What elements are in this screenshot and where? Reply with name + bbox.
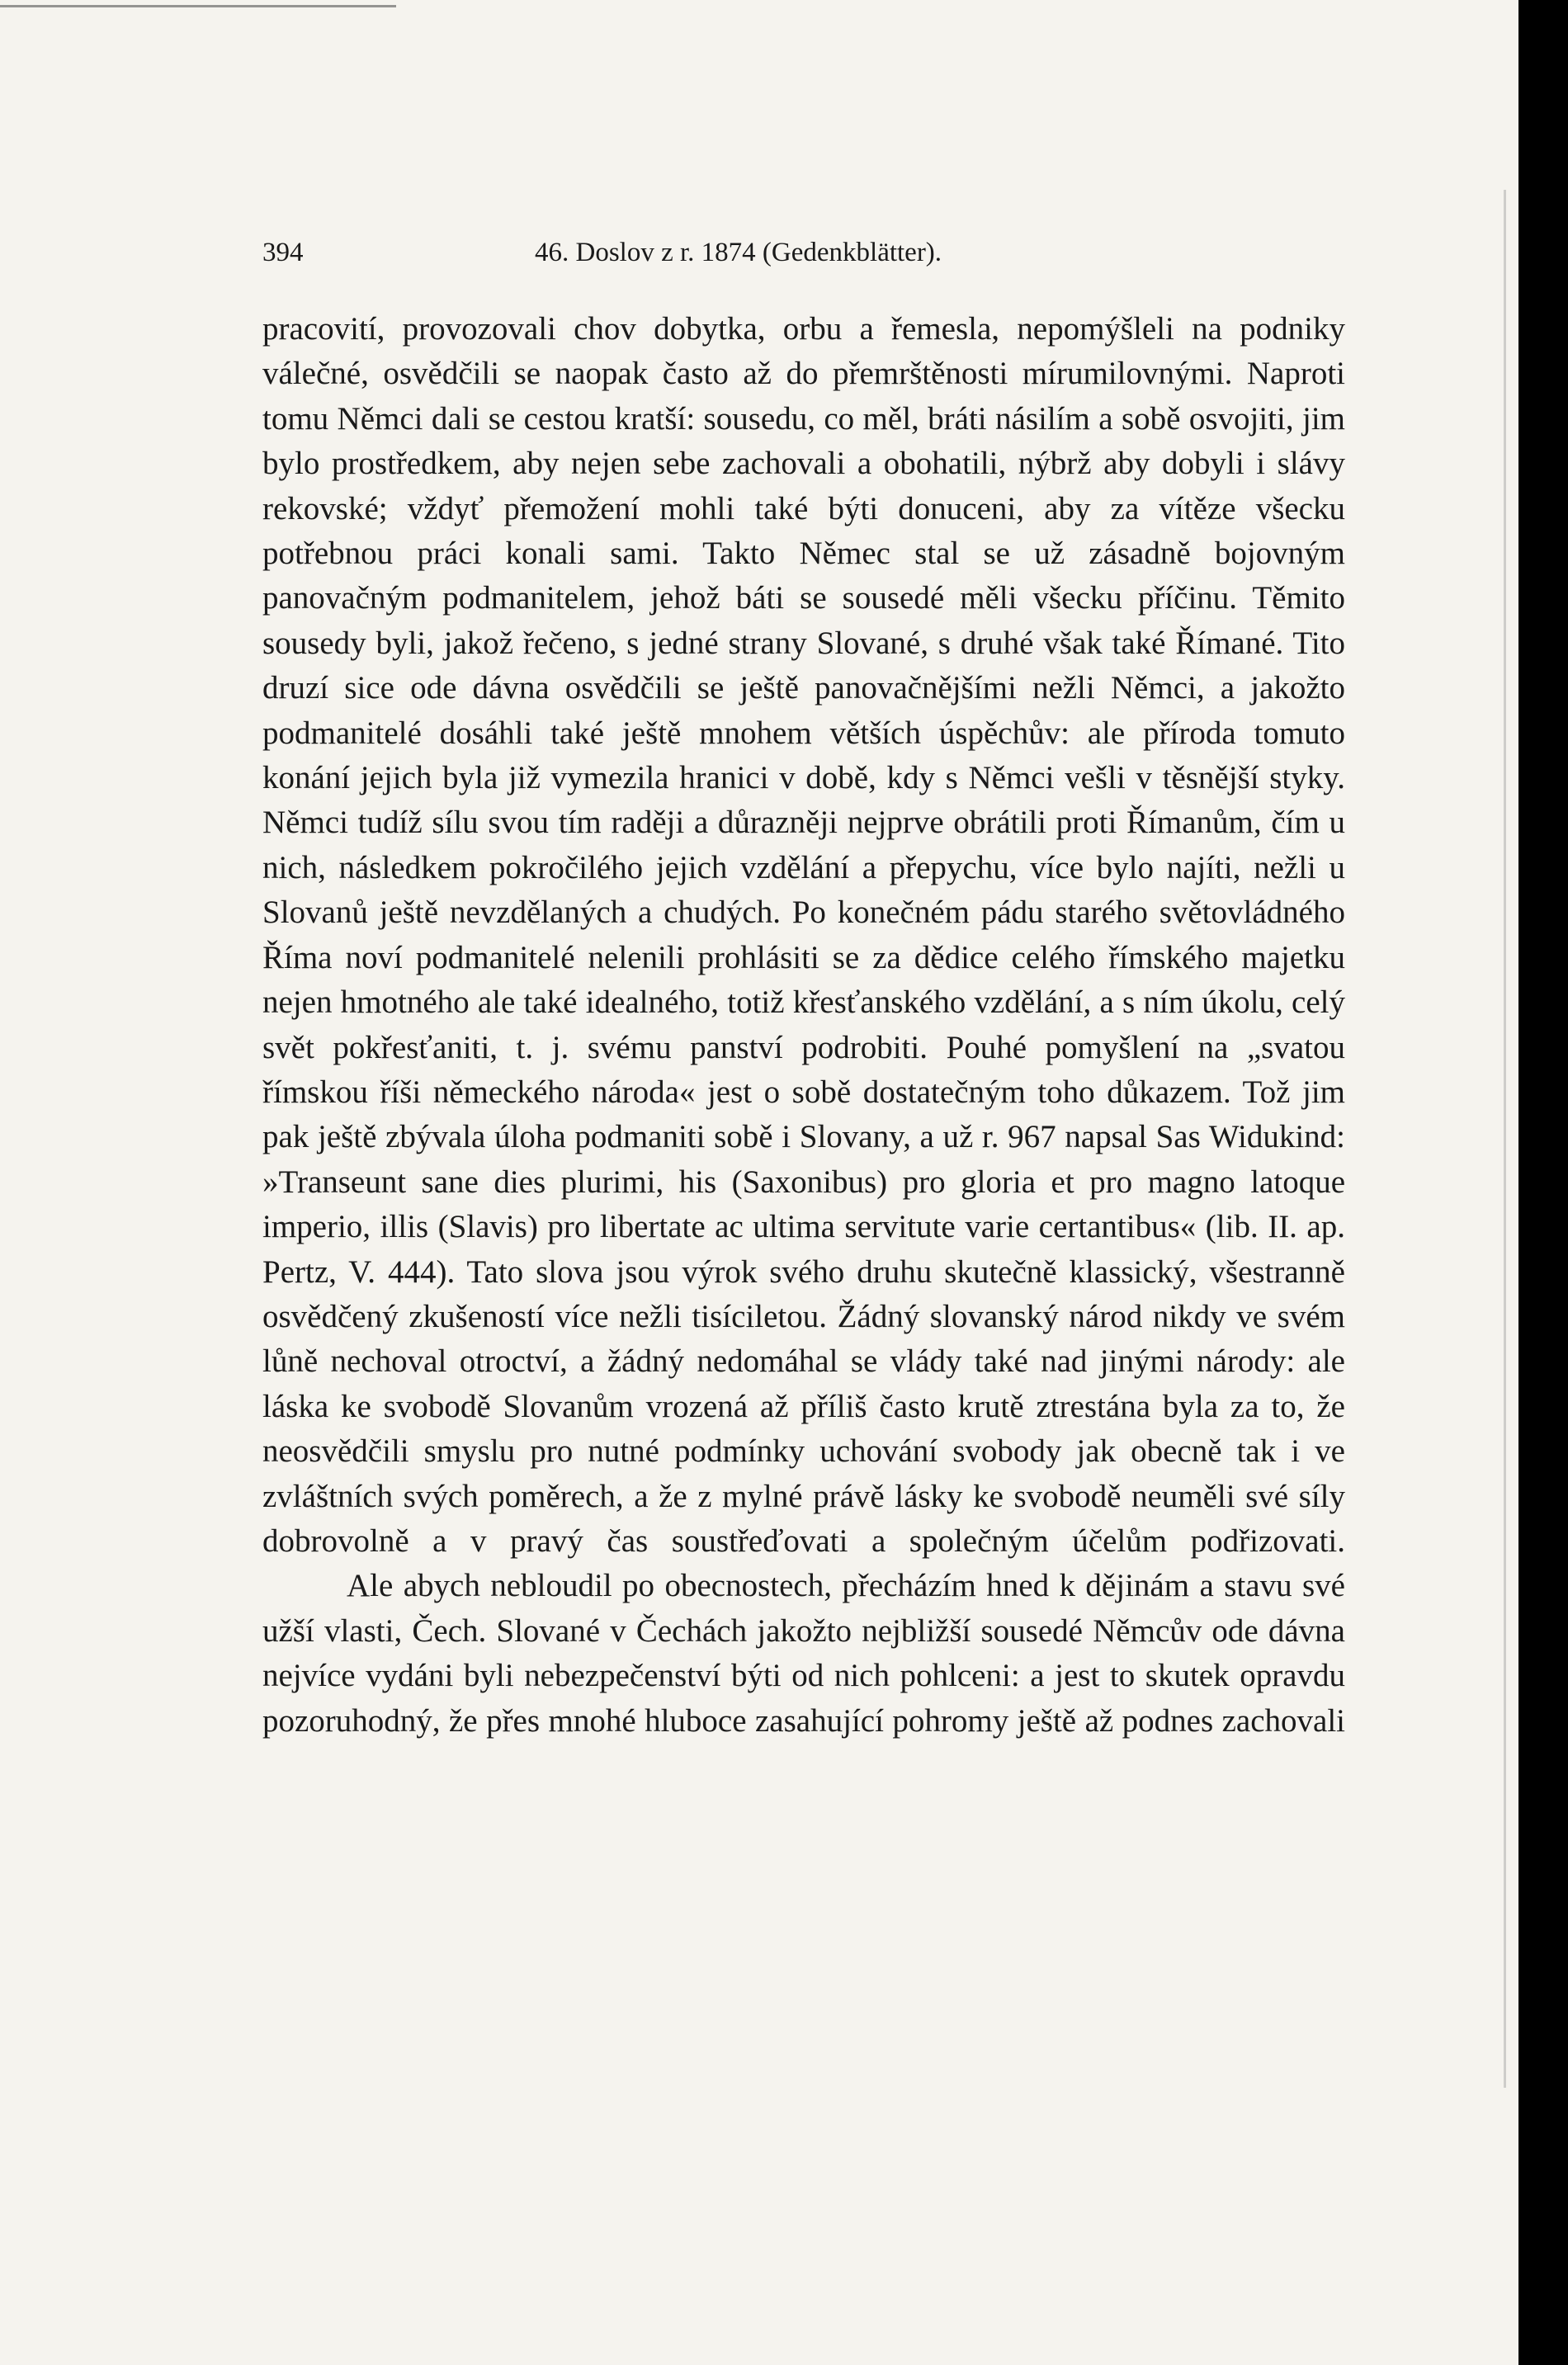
page-header — [262, 231, 1360, 281]
paragraph-1: pracovití, provozovali chov dobytka, orbu a řemesla, nepomýšleli na podniky válečné, osvědčili se naopak často až do přemrštěnosti mírumilovnými. Naproti tomu Němci dali se cestou kratší: sousedu, co měl, bráti násilím a sobě osvojiti, jim bylo prostředkem, aby nejen sebe zachovali a obohatili, nýbrž aby dobyli i slávy rekovské; vždyť přemožení mohli také býti donuceni, aby za vítěze všecku potřebnou práci konali sami. Takto Němec stal se už zásadně bojovným panovačným podmanitelem, jehož báti se sousedé měli všecku příčinu. Těmito sousedy byli, jakož řečeno, s jedné strany Slované, s druhé však také Římané. Tito druzí sice ode dávna osvědčili se ještě panovačnějšími nežli Němci, a jakožto podmanitelé dosáhli také ještě mnohem větších úspěchův: ale příroda tomuto konání jejich byla již vymezila hranici v době, kdy s Němci vešli v těsnější styky. Němci tudíž sílu svou tím raději a důrazněji nejprve obrátili proti Římanům, čím u nich, následkem pokročilého jejich vzdělání a přepychu, více bylo najíti, nežli u Slovanů ještě nevzdělaných a chudých. Po konečném pádu starého světovládného Říma noví podmanitelé nelenili prohlásiti se za dědice celého římského majetku nejen hmotného ale také idealného, totiž křesťanského vzdělání, a s ním úkolu, celý svět pokřesťaniti, t. j. svému panství podrobiti. Pouhé pomyšlení na „svatou římskou říši německého národa« jest o sobě dostatečným toho důkazem. Tož jim pak ještě zbývala úloha podmaniti sobě i Slovany, a už r. 967 napsal Sas Widukind: »Transeunt sane dies plurimi, his (Saxonibus) pro gloria et pro magno latoque imperio, illis (Slavis) pro libertate ac ultima servitute varie certantibus« (lib. II. ap. Pertz, V. 444). Tato slova jsou výrok svého druhu skutečně klassický, všestranně osvědčený zkušeností více nežli tisíciletou. Žádný slovanský národ nikdy ve svém lůně nechoval otroctví, a žádný nedomáhal se vlády také nad jinými národy: ale láska ke svobodě Slovanům vrozená až příliš často krutě ztrestána byla za to, že neosvědčili smyslu pro nutné podmínky uchování svobody jak obecně tak i ve zvláštních svých poměrech, a že z mylné právě lásky ke svobodě neuměli své síly dobrovolně a v pravý čas soustřeďovati a společným účelům podřizovati. — [262, 311, 1345, 1559]
scan-edge-right — [1504, 190, 1506, 2088]
running-title: 46. Doslov z r. 1874 (Gedenkblätter). — [535, 238, 942, 267]
body-text — [262, 307, 1345, 1744]
paragraph-2: Ale abych nebloudil po obecnostech, přecházím hned k dějinám a stavu své užší vlasti, Čech. Slované v Čechách jakožto nejbližší sousedé Němcův ode dávna nejvíce vydáni byli nebezpečenství býti od nich pohlceni: a jest to skutek opravdu pozoruhodný, že přes mnohé hluboce zasahující pohromy ještě až podnes zachovali — [262, 1568, 1345, 1739]
page-number: 394 — [262, 238, 304, 267]
scan-edge-top — [0, 5, 396, 7]
